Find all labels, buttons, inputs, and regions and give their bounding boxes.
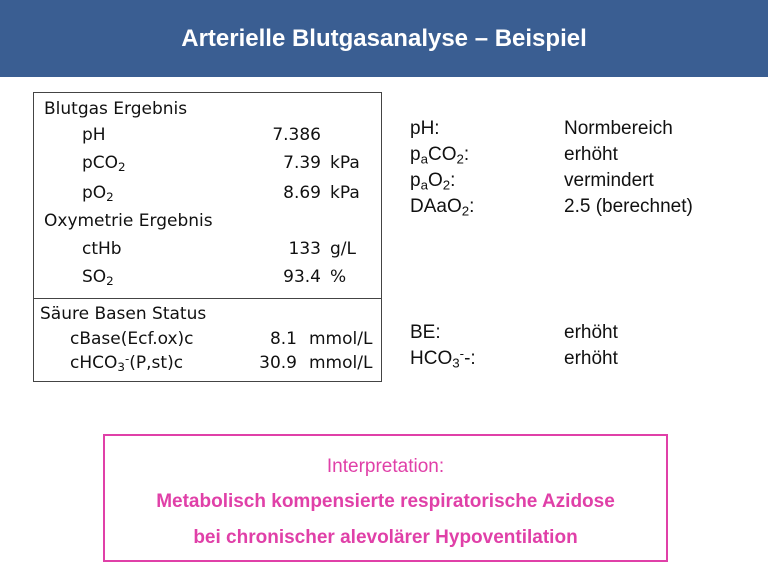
row-cbase: cBase(Ecf.ox)c 8.1 mmol/L bbox=[70, 329, 373, 349]
row-chco3: cHCO$_3$-(P,st)c 30.9 mmol/L bbox=[70, 351, 373, 374]
blood-gas-report bbox=[33, 92, 382, 382]
section-divider bbox=[34, 298, 381, 299]
section-acid-base: Säure Basen Status bbox=[40, 304, 207, 324]
row-so2: $SO_2$ 93.4 % bbox=[82, 267, 347, 288]
section-blood-gas: Blutgas Ergebnis bbox=[44, 99, 188, 119]
slide-header bbox=[0, 0, 768, 77]
section-oxymetry: Oxymetrie Ergebnis bbox=[44, 211, 213, 231]
interpretation-line-2: bei chronischer alevolärer Hypoventilation bbox=[193, 527, 578, 548]
slide-title: Arterielle Blutgasanalyse – Beispiel bbox=[181, 24, 587, 52]
row-cthb: ctHb 133 g/L bbox=[82, 239, 356, 259]
interpretation-line-1: Metabolisch kompensierte respiratorische Azidose bbox=[156, 491, 615, 512]
interpretation-box bbox=[103, 434, 668, 562]
interpretation-heading: Interpretation: bbox=[326, 456, 445, 477]
row-pco2: pCO$_2$ 7.39 kPa bbox=[82, 153, 360, 174]
row-ph: pH 7.386 bbox=[82, 125, 321, 145]
row-po2: $pO_2$ 8.69 kPa bbox=[82, 183, 360, 204]
